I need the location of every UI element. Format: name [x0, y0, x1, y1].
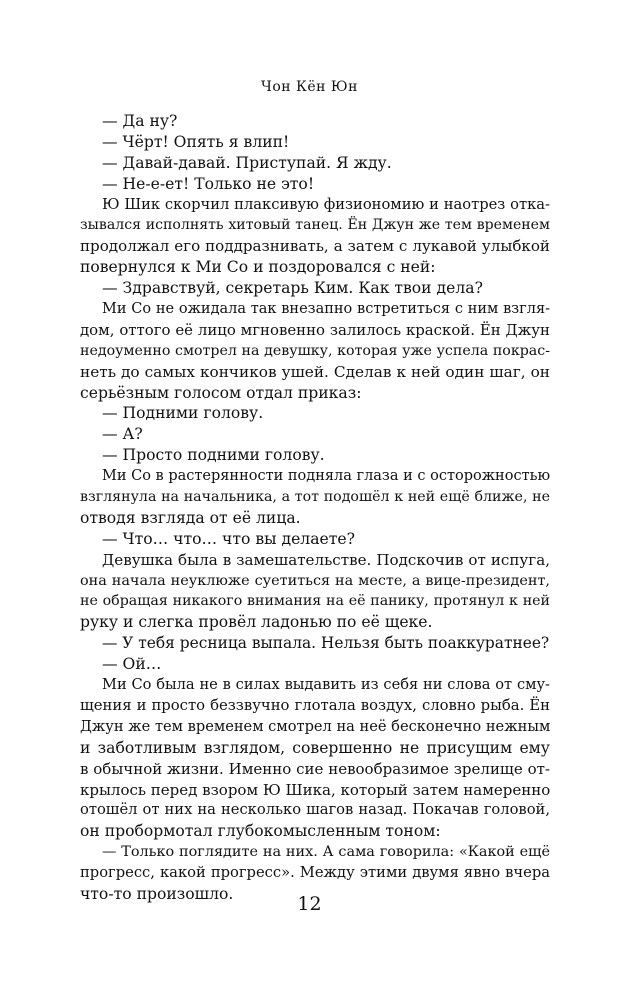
text-line: зывался исполнять хитовый танец. Ён Джун же тем временем: [80, 217, 550, 234]
text-line: Ю Шик скорчил плаксивую физиономию и наотрез отка-: [102, 195, 550, 213]
text-line: взглянула на начальника, а тот подошёл к ней ещё ближе, не: [80, 489, 550, 506]
page-number: 12: [297, 893, 322, 915]
text-line: повернулся к Ми Со и поздоровался с ней:: [80, 258, 436, 277]
text-line: серьёзным голосом отдал приказ:: [80, 383, 362, 402]
text-line: — Здравствуй, секретарь Ким. Как твои дела?: [102, 279, 483, 298]
text-line: неть до самых кончиков ушей. Сделав к ней один шаг, он: [80, 362, 550, 381]
text-line: руку и слегка провёл ладонью по её щеке.: [80, 613, 433, 632]
text-line: — Просто подними голову.: [102, 446, 325, 465]
text-line: он пробормотал глубокомысленным тоном:: [80, 822, 441, 841]
text-line: — Да ну?: [102, 112, 178, 130]
text-line: в обычной жизни. Именно сие невообразимое зрелище от-: [80, 759, 550, 778]
text-line: Джун же тем временем смотрел на неё бесконечно нежным: [80, 717, 551, 735]
text-line: что-то произошло.: [80, 884, 234, 903]
text-line: — Подними голову.: [102, 404, 264, 423]
text-line: недоуменно смотрел на девушку, которая уже успела покрас-: [80, 342, 550, 359]
text-line: Ми Со не ожидала так внезапно встретиться с ним взгля-: [102, 301, 550, 318]
running-head: Чон Кён Юн: [261, 79, 358, 95]
text-line: Ми Со в растерянности подняла глаза и с осторожностью: [102, 468, 551, 485]
text-line: — Ой…: [102, 655, 162, 674]
text-line: — Чёрт! Опять я влип!: [102, 132, 290, 151]
body-text: [80, 111, 550, 905]
text-line: отводя взгляда от её лица.: [80, 508, 301, 527]
text-line: Девушка была в замешательстве. Подскочив от испуга,: [102, 550, 550, 569]
text-line: щения и просто беззвучно глотала воздух, словно рыба. Ён: [80, 696, 550, 714]
text-line: крылось перед взором Ю Шика, который затем намеренно: [80, 780, 551, 799]
text-line: Ми Со была не в силах выдавить из себя ни слова от сму-: [102, 676, 550, 694]
text-line: — Давай-давай. Приступай. Я жду.: [102, 153, 392, 172]
text-line: — А?: [102, 425, 143, 444]
text-line: не обращая никакого внимания на её панику, протянул к ней: [80, 593, 550, 610]
text-line: дом, оттого её лицо мгновенно залилось краской. Ён Джун: [80, 320, 550, 339]
text-line: продолжал его поддразнивать, а затем с лукавой улыбкой: [80, 237, 550, 256]
text-line: — У тебя ресница выпала. Нельзя быть поаккуратнее?: [102, 634, 550, 653]
text-line: прогресс, какой прогресс». Между этими двумя явно вчера: [80, 864, 550, 882]
text-line: — Не-е-ет! Только не это!: [102, 174, 315, 193]
text-line: и заботливым взглядом, совершенно не присущим ему: [80, 738, 550, 757]
text-line: отошёл от них на несколько шагов назад. Покачав головой,: [80, 801, 550, 819]
text-line: — Только поглядите на них. А сама говорила: «Какой ещё: [102, 844, 550, 861]
text-line: — Что… что… что вы делаете?: [102, 529, 355, 548]
text-line: она начала неуклюже суетиться на месте, а вице-президент,: [80, 572, 550, 589]
